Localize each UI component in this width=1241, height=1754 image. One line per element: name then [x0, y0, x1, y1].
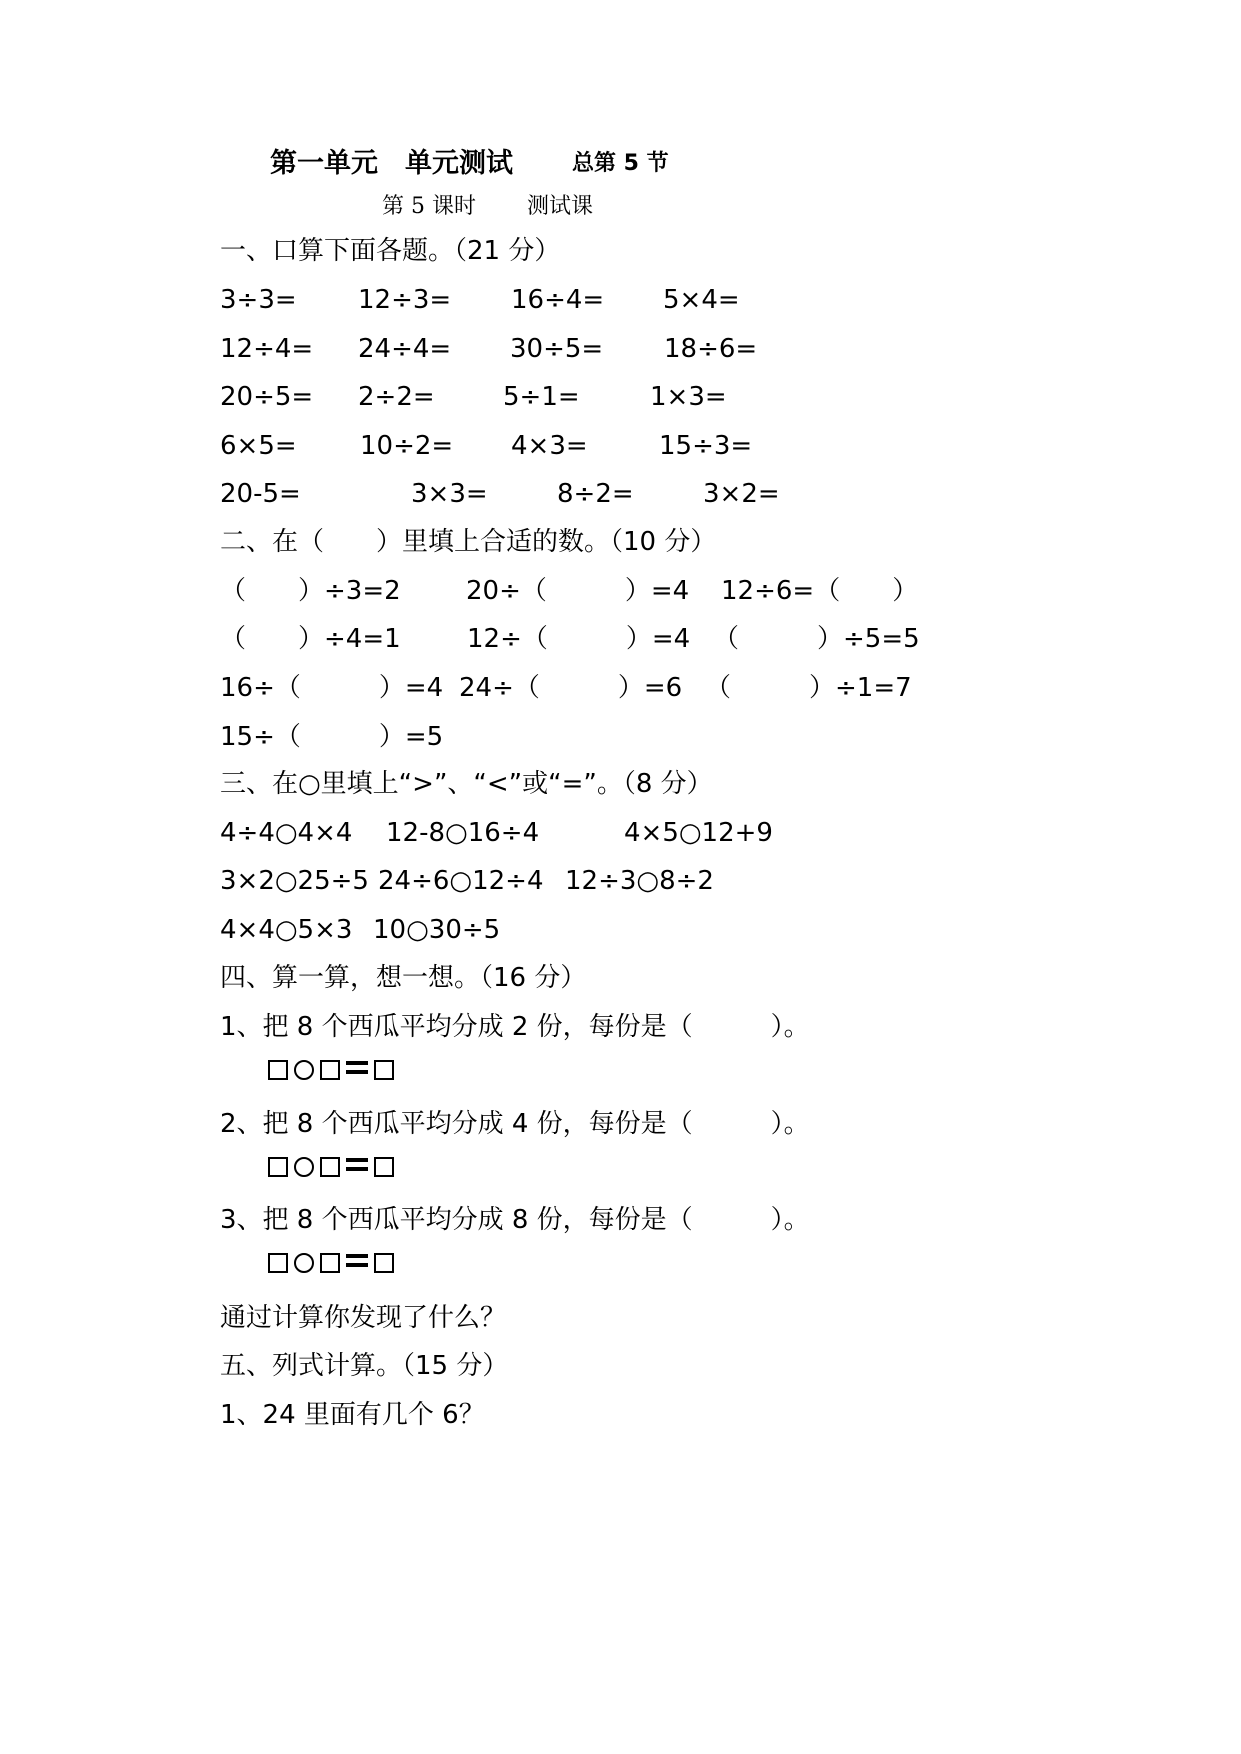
answer-box-icon [320, 1157, 340, 1177]
equals-sign-icon [346, 1254, 368, 1267]
word-problem: 1、把 8 个西瓜平均分成 2 份，每份是（ ）。 [220, 1012, 810, 1042]
answer-box-icon [268, 1253, 288, 1273]
oral-problem: 12÷4= [220, 334, 314, 364]
fill-blank-problem: 15÷（ ）=5 [220, 722, 444, 752]
section-5-heading: 五、列式计算。（15 分） [220, 1351, 509, 1381]
answer-box-icon [374, 1253, 394, 1273]
oral-problem: 30÷5= [510, 334, 604, 364]
oral-problem: 18÷6= [664, 334, 758, 364]
oral-problem: 24÷4= [358, 334, 452, 364]
oral-problem: 3÷3= [220, 285, 297, 315]
compare-problem: 24÷6○12÷4 [378, 866, 544, 896]
equation-template [268, 1060, 400, 1080]
oral-problem: 3×2= [703, 479, 780, 509]
calculation-question: 1、24 里面有几个 6？ [220, 1400, 485, 1430]
oral-problem: 2÷2= [358, 382, 435, 412]
equals-sign-icon [346, 1061, 368, 1074]
reflection-question: 通过计算你发现了什么？ [220, 1303, 507, 1333]
section-3-heading: 三、在○里填上“>”、“<”或“=”。（8 分） [220, 769, 713, 799]
oral-problem: 1×3= [650, 382, 727, 412]
oral-problem: 20-5= [220, 479, 301, 509]
fill-blank-problem: 12÷（ ）=4 [467, 624, 691, 654]
oral-problem: 15÷3= [659, 431, 753, 461]
fill-blank-problem: 12÷6=（ ） [721, 576, 919, 606]
compare-problem: 3×2○25÷5 [220, 866, 369, 896]
operator-circle-icon [294, 1253, 314, 1273]
equals-sign-icon [346, 1158, 368, 1171]
answer-box-icon [374, 1157, 394, 1177]
word-problem: 3、把 8 个西瓜平均分成 8 份，每份是（ ）。 [220, 1205, 810, 1235]
answer-box-icon [320, 1253, 340, 1273]
word-problem: 2、把 8 个西瓜平均分成 4 份，每份是（ ）。 [220, 1109, 810, 1139]
operator-circle-icon [294, 1060, 314, 1080]
fill-blank-problem: （ ）÷1=7 [705, 673, 912, 703]
oral-problem: 8÷2= [557, 479, 634, 509]
compare-problem: 10○30÷5 [373, 915, 501, 945]
equation-template [268, 1253, 400, 1273]
lesson-type-label: 测试课 [527, 194, 594, 219]
answer-box-icon [320, 1060, 340, 1080]
oral-problem: 5÷1= [503, 382, 580, 412]
fill-blank-problem: （ ）÷4=1 [220, 624, 401, 654]
section-4-heading: 四、算一算，想一想。（16 分） [220, 963, 587, 993]
oral-problem: 16÷4= [511, 285, 605, 315]
oral-problem: 10÷2= [360, 431, 454, 461]
oral-problem: 6×5= [220, 431, 297, 461]
compare-problem: 12÷3○8÷2 [565, 866, 714, 896]
compare-problem: 4×5○12+9 [624, 818, 773, 848]
answer-box-icon [268, 1060, 288, 1080]
oral-problem: 5×4= [663, 285, 740, 315]
section-2-heading: 二、在（ ）里填上合适的数。（10 分） [220, 527, 717, 557]
fill-blank-problem: （ ）÷5=5 [713, 624, 920, 654]
oral-problem: 20÷5= [220, 382, 314, 412]
fill-blank-problem: 16÷（ ）=4 [220, 673, 444, 703]
fill-blank-problem: 24÷（ ）=6 [459, 673, 683, 703]
compare-problem: 4×4○5×3 [220, 915, 353, 945]
oral-problem: 12÷3= [358, 285, 452, 315]
operator-circle-icon [294, 1157, 314, 1177]
answer-box-icon [268, 1157, 288, 1177]
total-lesson-label: 总第 5 节 [572, 151, 669, 176]
oral-problem: 4×3= [511, 431, 588, 461]
section-1-heading: 一、口算下面各题。（21 分） [220, 236, 561, 266]
compare-problem: 12-8○16÷4 [386, 818, 540, 848]
fill-blank-problem: 20÷（ ）=4 [466, 576, 690, 606]
lesson-label: 第 5 课时 [382, 194, 476, 219]
fill-blank-problem: （ ）÷3=2 [220, 576, 401, 606]
compare-problem: 4÷4○4×4 [220, 818, 353, 848]
oral-problem: 3×3= [411, 479, 488, 509]
page-title: 第一单元 单元测试 [270, 148, 513, 179]
answer-box-icon [374, 1060, 394, 1080]
equation-template [268, 1157, 400, 1177]
